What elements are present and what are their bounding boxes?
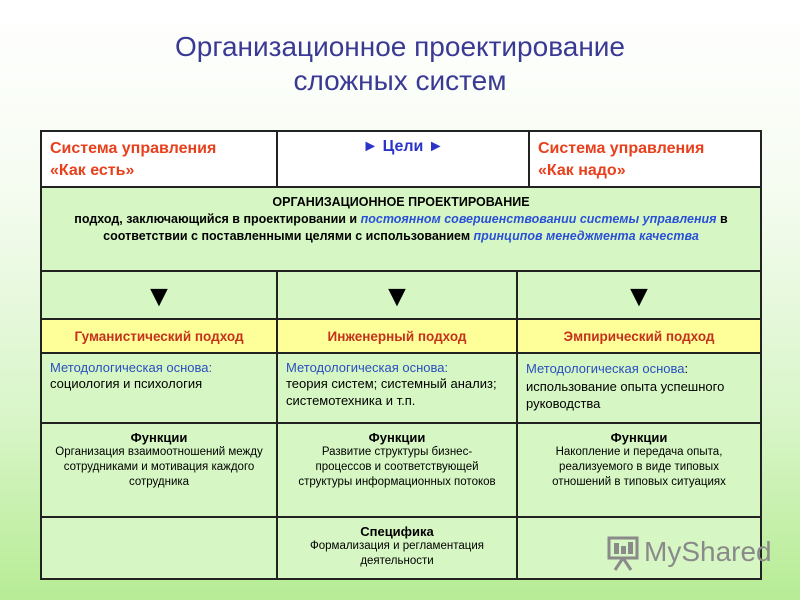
org-text-part2: постоянном совершенствовании системы управления bbox=[360, 212, 717, 226]
method-label: Методологическая основа: bbox=[50, 360, 213, 375]
functions-empirical bbox=[516, 422, 762, 518]
header-target-system bbox=[528, 130, 762, 188]
comparison-table bbox=[40, 130, 762, 580]
header-current-line2: «Как есть» bbox=[50, 162, 135, 179]
approach-humanistic-label: Гуманистический подход bbox=[74, 329, 244, 344]
approach-empirical bbox=[516, 318, 762, 354]
header-current-line1: Система управления bbox=[50, 140, 217, 157]
org-text-part4: принципов менеджмента качества bbox=[473, 229, 699, 243]
org-design-text bbox=[72, 211, 730, 245]
down-arrow-icon: ▼ bbox=[382, 280, 412, 313]
specifics-title: Специфика bbox=[360, 524, 434, 539]
functions-text: Накопление и передача опыта, реализуемого в виде типовых отношений в типовых ситуациях bbox=[552, 446, 726, 488]
page-title bbox=[0, 30, 800, 98]
header-target-line2: «Как надо» bbox=[538, 162, 626, 179]
arrow-cell-1 bbox=[40, 270, 278, 320]
method-colon: : bbox=[684, 361, 689, 376]
down-arrow-icon: ▼ bbox=[144, 280, 174, 313]
down-arrow-icon: ▼ bbox=[624, 280, 654, 313]
functions-title: Функции bbox=[610, 430, 668, 445]
page-title-line1: Организационное проектирование bbox=[175, 31, 625, 62]
method-humanistic bbox=[40, 352, 278, 424]
functions-humanistic bbox=[40, 422, 278, 518]
method-engineering bbox=[276, 352, 518, 424]
arrow-cell-3 bbox=[516, 270, 762, 320]
method-label: Методологическая основа: bbox=[286, 360, 449, 375]
specifics-empty-left bbox=[40, 516, 278, 580]
arrow-cell-2 bbox=[276, 270, 518, 320]
method-text: теория систем; системный анализ; системотехника и т.п. bbox=[286, 376, 497, 408]
org-design-title: ОРГАНИЗАЦИОННОЕ ПРОЕКТИРОВАНИЕ bbox=[272, 195, 530, 209]
method-empirical bbox=[516, 352, 762, 424]
specifics-text: Формализация и регламентация деятельности bbox=[310, 540, 484, 567]
functions-engineering bbox=[276, 422, 518, 518]
org-text-part3: в соответствии с поставленными целями с использованием bbox=[103, 212, 728, 243]
approach-engineering bbox=[276, 318, 518, 354]
functions-text: Развитие структуры бизнес-процессов и соответствующей структуры информационных потоков bbox=[298, 446, 496, 488]
org-design-definition bbox=[40, 186, 762, 272]
functions-text: Организация взаимоотношений между сотрудниками и мотивация каждого сотрудника bbox=[55, 446, 263, 488]
method-label: Методологическая основа bbox=[526, 361, 685, 376]
functions-title: Функции bbox=[368, 430, 426, 445]
presentation-icon bbox=[606, 534, 640, 572]
method-text: использование опыта успешного руководства bbox=[526, 379, 725, 411]
header-target-line1: Система управления bbox=[538, 140, 705, 157]
functions-title: Функции bbox=[130, 430, 188, 445]
approach-engineering-label: Инженерный подход bbox=[327, 329, 467, 344]
org-text-part1: подход, заключающийся в проектировании и bbox=[74, 212, 361, 226]
method-label-line bbox=[526, 360, 752, 378]
header-goals bbox=[276, 130, 530, 188]
method-text: социология и психология bbox=[50, 376, 203, 391]
header-goals-text: ► Цели ► bbox=[362, 138, 444, 155]
logo-text: MyShared bbox=[644, 536, 772, 567]
approach-humanistic bbox=[40, 318, 278, 354]
myshared-logo bbox=[606, 534, 772, 574]
page-title-line2: сложных систем bbox=[293, 65, 507, 96]
header-current-system bbox=[40, 130, 278, 188]
approach-empirical-label: Эмпирический подход bbox=[563, 329, 715, 344]
specifics-engineering bbox=[276, 516, 518, 580]
